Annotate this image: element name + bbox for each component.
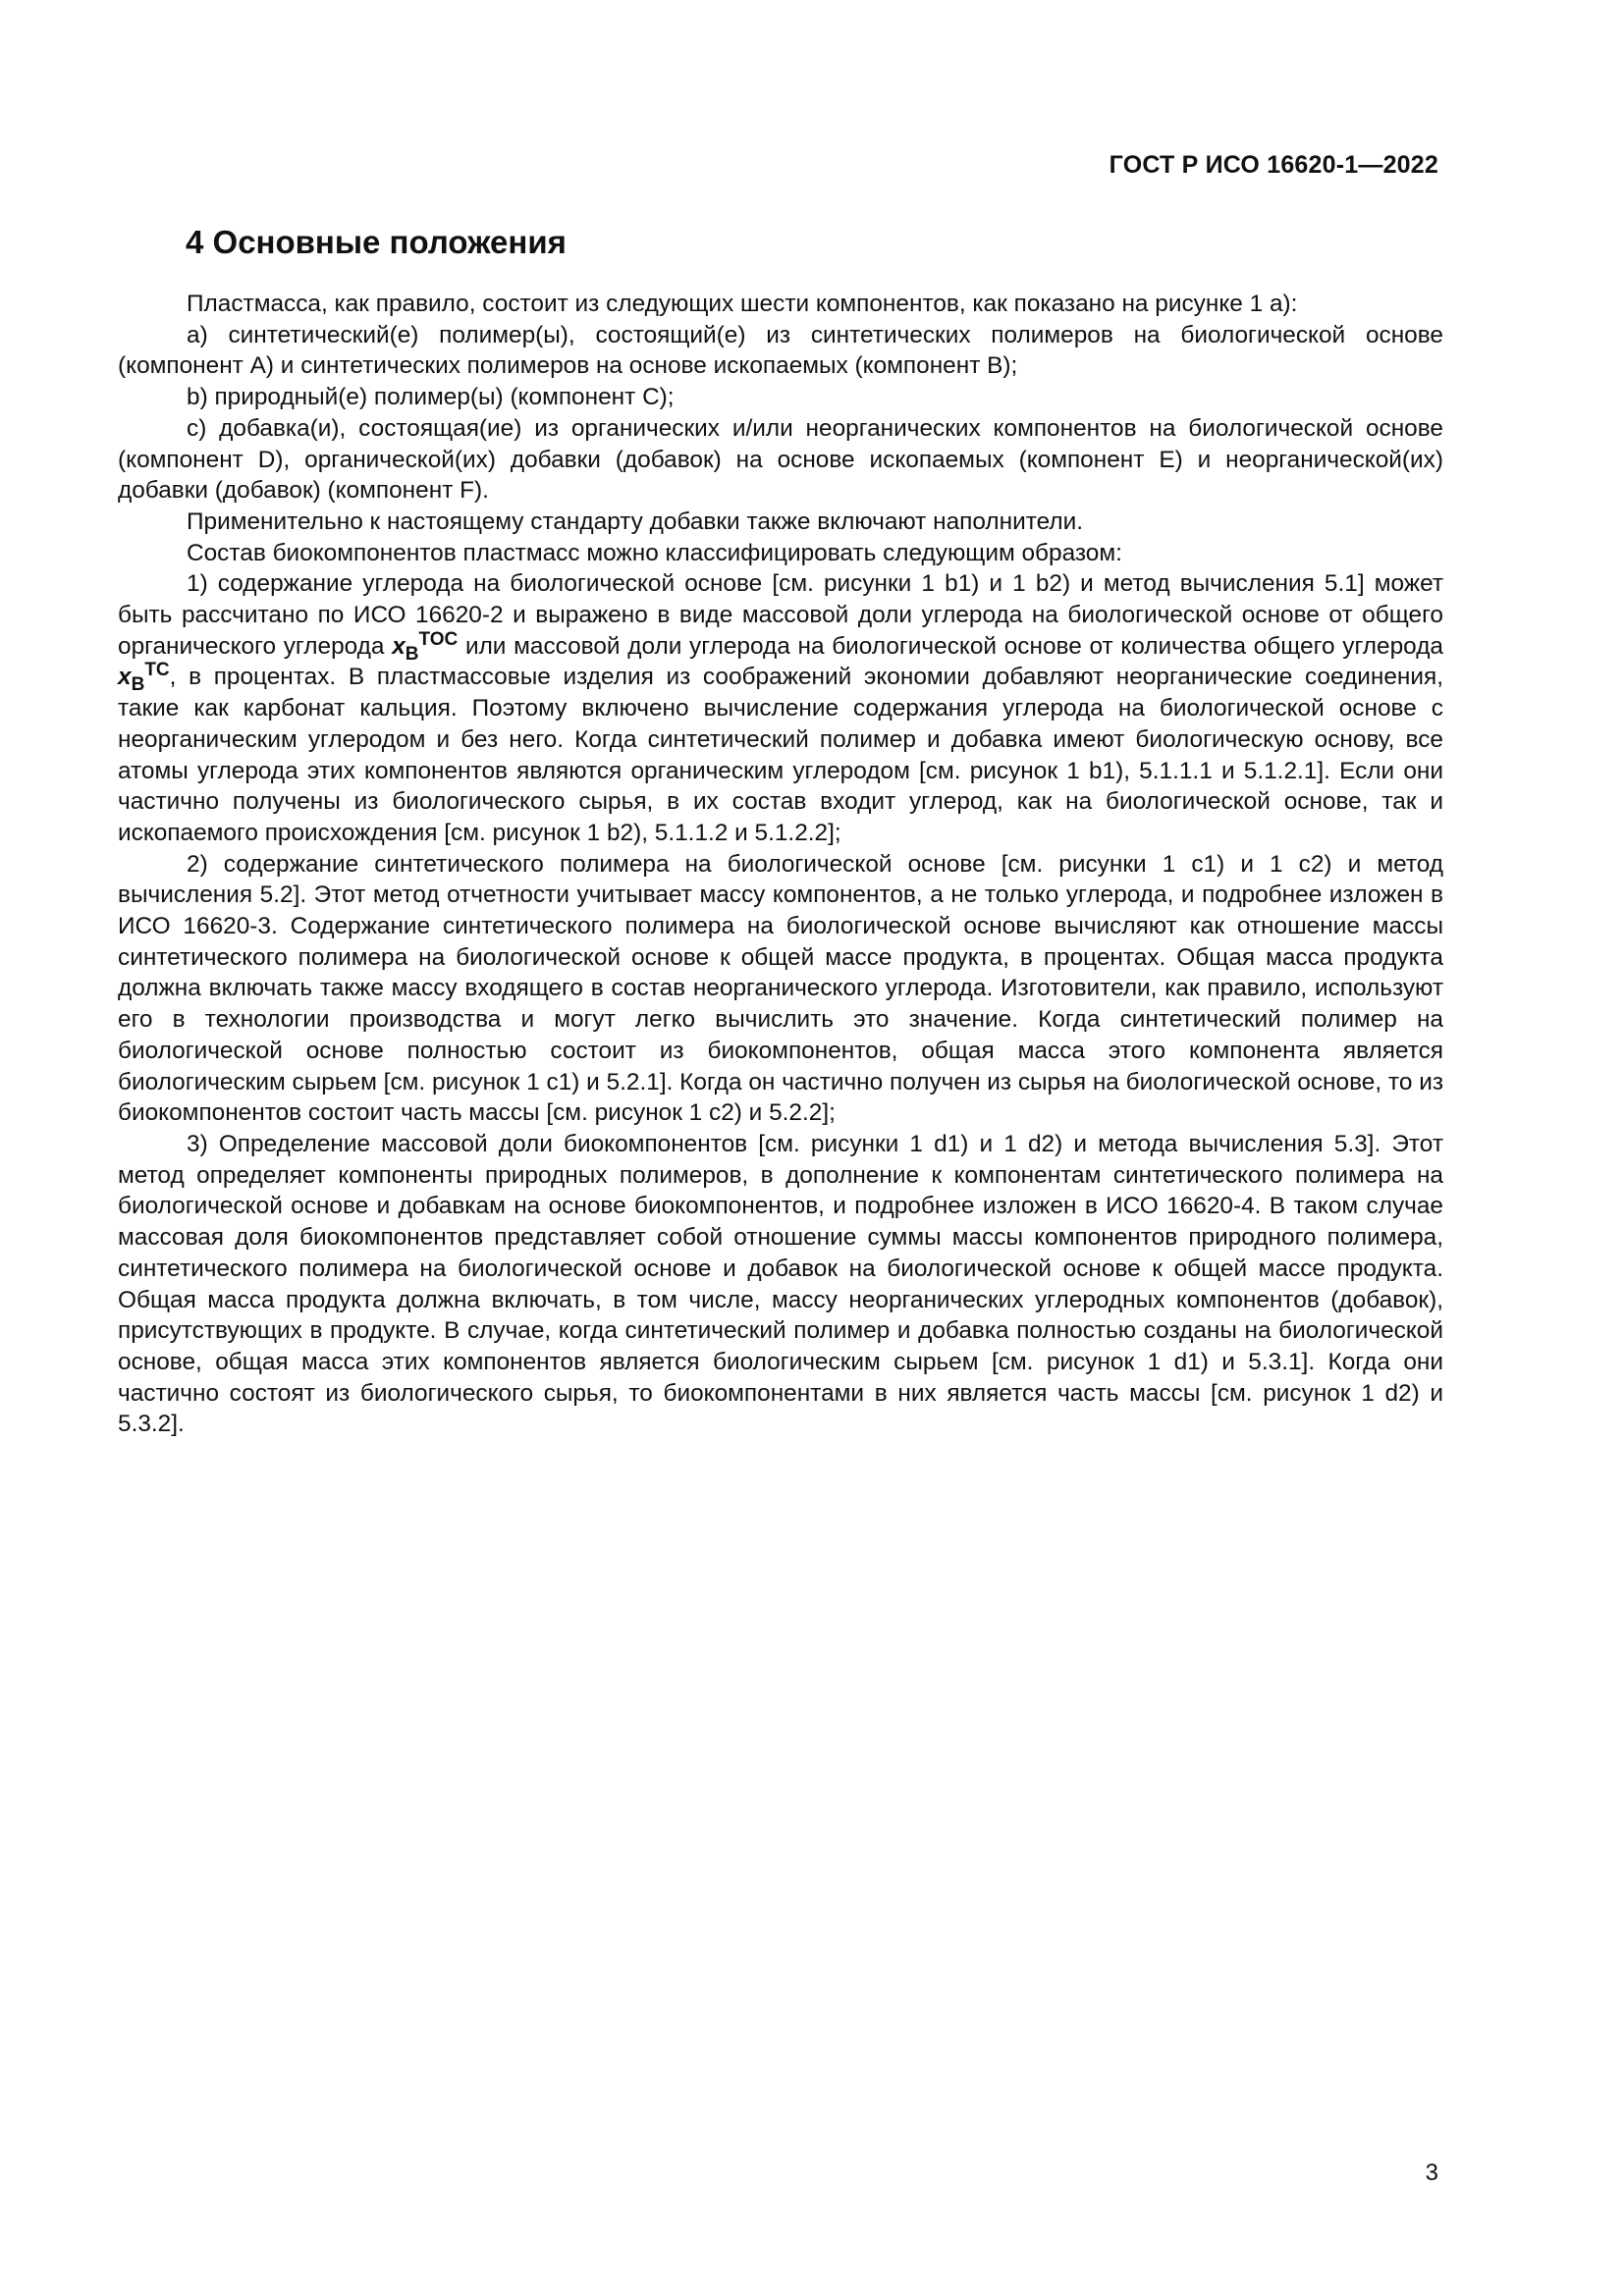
list-item-1-part-b: или массовой доли углерода на биологической основе от количества общего углерода [458, 632, 1443, 660]
page-number: 3 [1425, 2160, 1438, 2186]
list-item-b: b) природный(е) полимер(ы) (компонент С); [187, 384, 675, 411]
list-item-1 [118, 568, 1443, 848]
formula-subscript: B [405, 643, 419, 665]
formula-subscript: B [131, 674, 145, 696]
list-item-2: 2) содержание синтетического полимера на биологической основе [см. рисунки 1 c1) и 1 c2) и метод вычисления 5.2]. Этот метод отчетности учитывает массу компонентов, а не только углерода, и подробнее изложен в ИСО 16620-3. Содержание синтетического полимера на биологической основе вычисляют как отношение массы синтетического полимера на биологической основе к общей массе продукта, в процентах. Общая масса продукта должна включать также массу входящего в состав неорганического углерода. Изготовители, как правило, используют его в технологии производства и могут легко вычислить это значение. Когда синтетический полимер на биологической основе полностью состоит из биокомпонентов, общая масса этого компонента является биологическим сырьем [см. рисунок 1 c1) и 5.2.1]. Когда он частично получен из сырья на биологической основе, то из биокомпонентов состоит часть массы [см. рисунок 1 c2) и 5.2.2]; [118, 850, 1443, 1127]
paragraph-fillers: Применительно к настоящему стандарту добавки также включают наполнители. [187, 507, 1083, 535]
formula-superscript: TC [144, 660, 170, 681]
list-item-a: a) синтетический(е) полимер(ы), состоящий(е) из синтетических полимеров на биологической основе (компонент A) и синтетических полимеров на основе ископаемых (компонент B); [118, 321, 1443, 380]
formula-x-b-tc [118, 660, 170, 696]
paragraph-intro: Пластмасса, как правило, состоит из следующих шести компонентов, как показано на рисунке 1 a): [187, 291, 1298, 317]
formula-superscript: TOC [418, 628, 459, 650]
body-text [118, 289, 1443, 1440]
list-item-1-part-a: 1) содержание углерода на биологической основе [см. рисунки 1 b1) и 1 b2) и метод вычисления 5.1] может быть рассчитано по ИСО 16620-2 и выражено в виде массовой доли углерода на биологической основе от общего органического углерода [118, 570, 1443, 660]
formula-base: x [118, 664, 132, 691]
formula-x-b-toc [392, 628, 459, 665]
list-item-1-part-c: , в процентах. В пластмассовые изделия из соображений экономии добавляют неорганические соединения, такие как карбонат кальция. Поэтому включено вычисление содержания углерода на биологической основе с неорганическим углеродом и без него. Когда синтетический полимер и добавка имеют биологическую основу, все атомы углерода этих компонентов являются органическим углеродом [см. рисунок 1 b1), 5.1.1.1 и 5.1.2.1]. Если они частично получены из биологического сырья, в их состав входит углерод, как на биологической основе, так и ископаемого происхождения [см. рисунок 1 b2), 5.1.1.2 и 5.1.2.2]; [118, 664, 1443, 846]
list-item-3: 3) Определение массовой доли биокомпонентов [см. рисунки 1 d1) и 1 d2) и метода вычисления 5.3]. Этот метод определяет компоненты природных полимеров, в дополнение к компонентам синтетического полимера на биологической основе и добавкам на основе биокомпонентов, и подробнее изложен в ИСО 16620-4. В таком случае массовая доля биокомпонентов представляет собой отношение суммы массы компонентов природного полимера, синтетического полимера на биологической основе и добавок на биологической основе к общей массе продукта. Общая масса продукта должна включать, в том числе, массу неорганических углеродных компонентов (добавок), присутствующих в продукте. В случае, когда синтетический полимер и добавка полностью созданы на биологической основе, общая масса этих компонентов является биологическим сырьем [см. рисунок 1 d1) и 5.3.1]. Когда они частично состоят из биологического сырья, то биокомпонентами в них является часть массы [см. рисунок 1 d2) и 5.3.2]. [118, 1130, 1443, 1438]
paragraph-classification: Состав биокомпонентов пластмасс можно классифицировать следующим образом: [187, 539, 1122, 566]
section-title: 4 Основные положения [186, 224, 567, 260]
list-item-c: c) добавка(и), состоящая(ие) из органических и/или неорганических компонентов на биологической основе (компонент D), органической(их) добавки (добавок) на основе ископаемых (компонент Е) и неорганической(их) добавки (добавок) (компонент F). [118, 414, 1443, 505]
formula-base: x [392, 632, 406, 660]
document-code-header: ГОСТ Р ИСО 16620-1—2022 [1109, 151, 1438, 179]
